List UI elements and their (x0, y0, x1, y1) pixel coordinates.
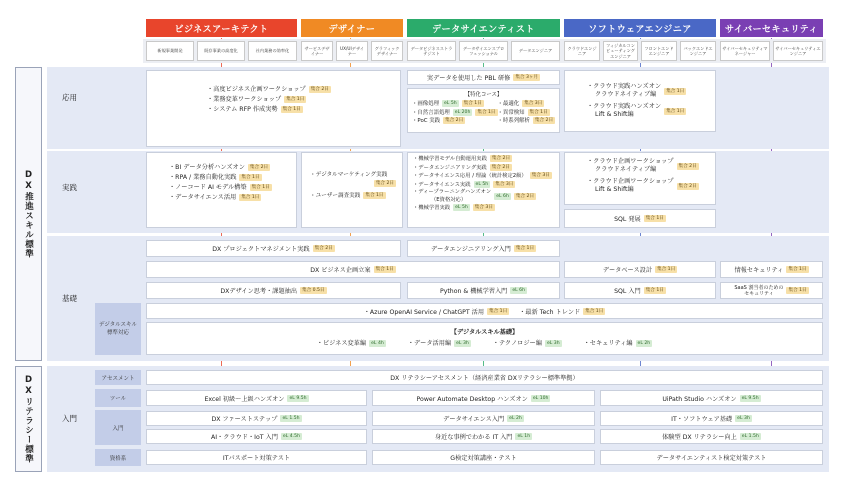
role-data-science-pro: データサイエンスプロフェッショナル (459, 41, 508, 61)
saas-security-course[interactable]: SaaS 割当者のための セキュリティ 集合 1日 (720, 282, 823, 299)
category-cyber-security: サイバーセキュリティ (720, 19, 823, 37)
power-automate-course[interactable]: Power Automate Desktop ハンズオン eL 10h (372, 390, 595, 406)
course-item[interactable]: ・業務変革ワークショップ 集合 1日 (207, 96, 305, 103)
python-ml-course[interactable]: Python & 機械学習入門 eL 6h (407, 282, 560, 299)
role-uxui-designer: UX/UIデザイナー (336, 41, 368, 61)
role-data-business-strategist: データビジネスストラテジスト (407, 41, 456, 61)
data-eng-intro-course[interactable]: データエンジニアリング入門 集合 1日 (407, 240, 560, 257)
role-backend-engineer: バックエンドエンジニア (680, 41, 716, 61)
category-designer: デザイナー (301, 19, 403, 37)
course-item[interactable]: ・セキュリティ編 eL 2h (583, 340, 651, 347)
course-item[interactable]: ・機械学習モデル自動運用実践 集合 2日 (413, 156, 511, 162)
tool-label: ツール (95, 389, 141, 407)
course-item[interactable]: ・PoC 実践 集合 2日 (412, 118, 464, 124)
level-jissen: 実践 (62, 182, 77, 192)
dx-design-course[interactable]: DXデザイン思考・課題抽出 集合 0.5日 (146, 282, 401, 299)
role-existing-business: 既存事業の高度化 (197, 41, 245, 61)
it-intro-course[interactable]: 身近な事例でわかる IT 入門 eL 1h (372, 429, 595, 444)
dx-first-step-course[interactable]: DX ファーストステップ eL 1.5h (146, 411, 367, 426)
role-new-business: 新規事業開発 (146, 41, 194, 61)
db-design-course[interactable]: データベース設計 集合 1日 (564, 261, 716, 278)
course-item[interactable]: ・Azure OpenAI Service / ChatGPT 活用 集合 1日 (363, 308, 508, 316)
level-ouyou: 応用 (62, 92, 77, 102)
level-nyumon: 入門 (62, 413, 77, 423)
course-item[interactable]: ・自然言語処理 eL 20h 集合 1日 (412, 109, 496, 116)
role-internal-efficiency: 社内業務の効率化 (248, 41, 297, 61)
ouyou-biz-box (146, 70, 401, 147)
course-item[interactable]: ・ユーザー調査実践 集合 1日 (310, 193, 384, 199)
jissen-design-box (301, 152, 403, 228)
course-item[interactable]: ・ビジネス変革編 eL 4h (316, 340, 384, 347)
special-course-box (407, 88, 560, 133)
role-service-designer: サービスデザイナー (301, 41, 333, 61)
course-item[interactable]: ・時系列解析 集合 2日 (497, 118, 554, 124)
course-item[interactable]: ・データサイエンス活用 集合 1日 (169, 194, 260, 201)
role-security-manager: サイバーセキュリティマネージャー (720, 41, 770, 61)
jissen-biz-box (146, 152, 297, 228)
course-item[interactable]: ・異常検知 集合 1日 (497, 109, 548, 116)
course-item[interactable]: ・データサイエンス実践 eL 5h 集合 3日 (413, 181, 514, 188)
jissen-sw-box (564, 152, 716, 205)
category-software-engineer: ソフトウェアエンジニア (564, 19, 716, 37)
course-item[interactable]: ・画像処理 eL 5h 集合 1日 (412, 101, 482, 107)
section-dx-skill-standard: DX推進スキル標準 (15, 67, 42, 361)
course-item[interactable]: ・最適化 集合 3日 (497, 101, 543, 107)
course-item[interactable]: ・高度ビジネス企画ワークショップ 集合 2日 (207, 86, 329, 93)
pbl-course[interactable]: 実データを使用した PBL 研修 集合 3ヶ月 (407, 70, 560, 85)
course-item[interactable]: ・データエンジニアリング実践 集合 2日 (413, 164, 510, 171)
sql-intro-course[interactable]: SQL 入門 集合 1日 (564, 282, 716, 299)
course-item[interactable]: ・最新 Tech トレンド 集合 1日 (519, 308, 604, 316)
course-item[interactable]: ・クラウド企画ワークショップ クラウドネイティブ編 集合 2日 (587, 158, 697, 173)
course-item[interactable]: ・BI データ分析ハンズオン 集合 2日 (169, 164, 269, 171)
dx-planning-course[interactable]: DX ビジネス企画立案 集合 1日 (146, 261, 560, 278)
course-item[interactable]: ・機械学習実践 eL 5h 集合 3日 (413, 205, 493, 211)
intro-label: 入門 (95, 410, 141, 445)
course-item[interactable]: ・テクノロジー編 eL 3h (492, 340, 560, 347)
role-security-engineer: サイバーセキュリティエンジニア (773, 41, 823, 61)
dx-literacy-up-course[interactable]: 体験型 DX リテラシー向上 eL 1.5h (600, 429, 823, 444)
level-kiso: 基礎 (62, 293, 77, 303)
infosec-course[interactable]: 情報セキュリティ 集合 1日 (720, 261, 823, 278)
section-dx-literacy-standard: DXリテラシー標準 (15, 366, 42, 472)
g-certificate-course[interactable]: G検定対策講座・テスト (372, 450, 595, 465)
course-item[interactable]: ・システム RFP 作成実勢 集合 1日 (207, 106, 301, 113)
course-item[interactable]: ・ディープラーニングハンズオン （E資格対応） eL 6h 集合 2日 (413, 189, 535, 203)
tech-trend-box (146, 303, 823, 319)
role-data-engineer: データエンジニア (511, 41, 560, 61)
assessment-label: アセスメント (95, 370, 141, 385)
jissen-ds-box (407, 152, 560, 228)
category-data-scientist: データサイエンティスト (407, 19, 560, 37)
course-item[interactable]: ・データ活用編 eL 3h (407, 340, 469, 347)
cert-label: 資格系 (95, 449, 141, 466)
role-frontend-engineer: フロントエンドエンジニア (641, 41, 677, 61)
ai-cloud-iot-course[interactable]: AI・クラウド・IoT 入門 eL 4.5h (146, 429, 367, 444)
it-software-basics-course[interactable]: IT・ソフトウェア基礎 eL 3h (600, 411, 823, 426)
uipath-course[interactable]: UiPath Studio ハンズオン eL 9.5h (600, 390, 823, 406)
role-physical-computing: フィジカルコンピューティングエンジニア (603, 41, 638, 61)
ouyou-sw-box (564, 70, 716, 132)
sql-advanced-course[interactable]: SQL 発展 集合 1日 (564, 209, 716, 228)
course-item[interactable]: ・RPA / 業務自動化実践 集合 1日 (169, 174, 260, 181)
digital-skill-basics-title: 【デジタルスキル基礎】 (450, 329, 519, 336)
ds-intro-course[interactable]: データサイエンス入門 eL 2h (372, 411, 595, 426)
course-item[interactable]: ・クラウド実践ハンズオン クラウドネイティブ編 集合 1日 (587, 83, 685, 98)
category-business-architect: ビジネスアーキテクト (146, 19, 297, 37)
role-cloud-engineer: クラウドエンジニア (564, 41, 600, 61)
course-item[interactable]: ・データサイエンス応用 / 理論（統計検定2級） 集合 3日 (413, 173, 550, 179)
course-item[interactable]: ・ノーコード AI モデル構築 集合 1日 (169, 184, 270, 191)
digital-skill-standard-label: デジタルスキル標準対応 (95, 303, 141, 355)
it-passport-test[interactable]: ITパスポート対策テスト (146, 450, 367, 465)
course-item[interactable]: ・クラウド企画ワークショップ Lift & Shift編 集合 2日 (587, 178, 697, 193)
digital-skill-basics-box (146, 322, 823, 355)
ds-certificate-test[interactable]: データサイエンティスト検定対策テスト (600, 450, 823, 465)
special-course-title: 【特化コース】 (464, 92, 503, 98)
course-item[interactable]: ・クラウド実践ハンズオン Lift & Shift編 集合 1日 (587, 103, 685, 118)
dx-project-course[interactable]: DX プロジェクトマネジメント実践 集合 2日 (146, 240, 401, 257)
excel-course[interactable]: Excel 初級～上級ハンズオン eL 9.5h (146, 390, 367, 406)
literacy-assessment[interactable]: DX リテラシーアセスメント（経済産業省 DXリテラシー標準準拠） (146, 370, 823, 385)
role-graphic-designer: グラフィックデザイナー (371, 41, 403, 61)
course-item[interactable]: ・デジタルマーケティング実践 集合 2日 (310, 172, 394, 186)
